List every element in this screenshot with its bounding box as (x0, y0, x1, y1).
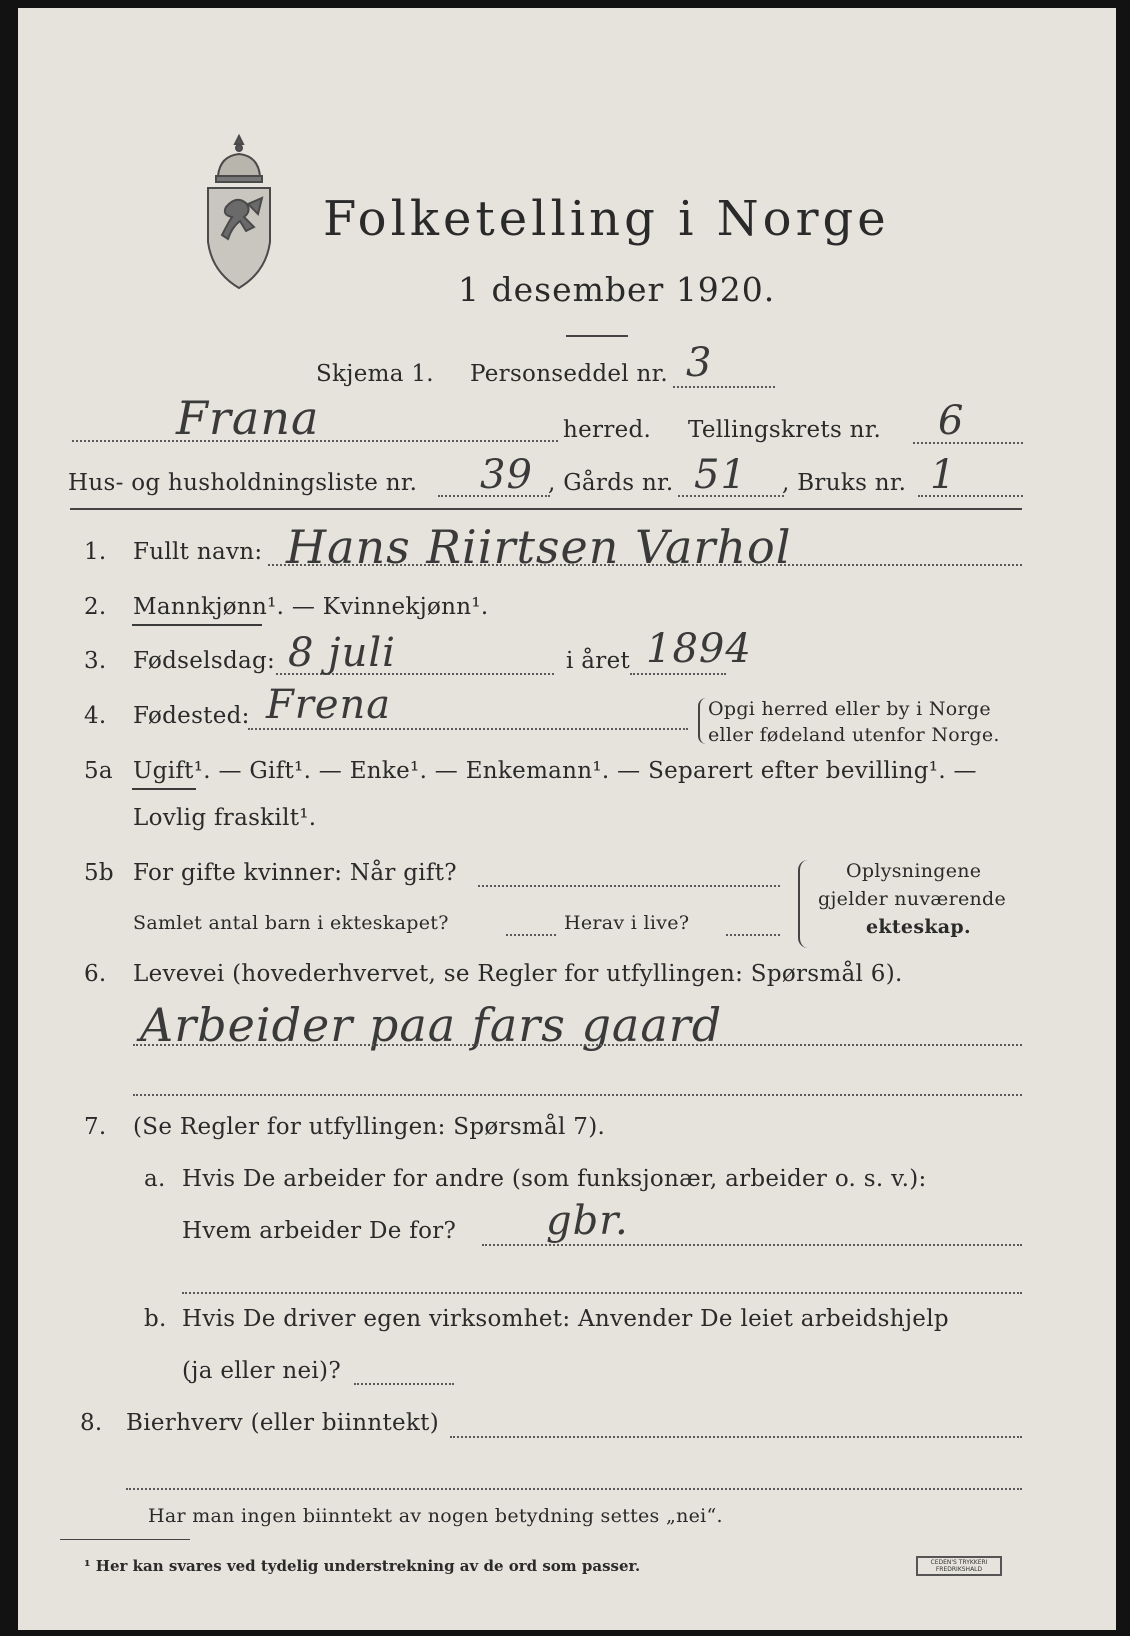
q5b-note-brace (798, 860, 808, 948)
q6-label: Levevei (hovederhvervet, se Regler for utfyllingen: Spørsmål 6). (133, 961, 903, 987)
q8-number: 8. (80, 1410, 103, 1436)
q7-number: 7. (84, 1114, 107, 1140)
q7b-line2: (ja eller nei)? (182, 1358, 341, 1384)
q5b-when-line (478, 885, 780, 887)
q3-year-line (630, 673, 726, 675)
q7a-line2: Hvem arbeider De for? (182, 1218, 457, 1244)
q7b-letter: b. (144, 1306, 167, 1332)
q5a-line2: Lovlig fraskilt¹. (133, 805, 317, 831)
q4-label: Fødested: (133, 703, 250, 729)
bruks-label: , Bruks nr. (782, 470, 907, 496)
q3-value: 8 juli (288, 630, 396, 676)
q3-label: Fødselsdag: (133, 648, 276, 674)
q2-number: 2. (84, 594, 107, 620)
title-divider (566, 335, 628, 337)
personseddel-value: 3 (686, 340, 713, 386)
personseddel-line (673, 386, 775, 388)
q7a-value: gbr. (546, 1198, 629, 1244)
hus-value: 39 (480, 452, 533, 498)
q4-note-brace (698, 698, 706, 744)
q5b-number: 5b (84, 860, 114, 886)
q2-mannkjonn-underline (132, 624, 262, 626)
q5a-number: 5a (84, 758, 113, 784)
hus-label: Hus- og husholdningsliste nr. (68, 470, 418, 496)
herred-line (72, 440, 558, 442)
q7b-line (354, 1383, 454, 1385)
q1-value: Hans Riirtsen Varhol (286, 520, 792, 574)
q6-value: Arbeider paa fars gaard (140, 998, 723, 1052)
q8-note: Har man ingen biinntekt av nogen betydning settes „nei“. (148, 1505, 723, 1527)
q5b-note-line1: Oplysningene (846, 860, 982, 882)
q6-line1 (133, 1044, 1022, 1046)
q1-label: Fullt navn: (133, 539, 263, 565)
q4-value: Frena (266, 682, 392, 728)
q5a-ugift-underline (132, 788, 196, 790)
q7a-line2-extra (182, 1292, 1022, 1294)
q5b-line1: For gifte kvinner: Når gift? (133, 860, 457, 886)
q8-label: Bierhverv (eller biinntekt) (126, 1410, 439, 1436)
q7-label: (Se Regler for utfyllingen: Spørsmål 7). (133, 1114, 606, 1140)
q5b-children-line (506, 934, 556, 936)
herred-value: Frana (176, 391, 320, 445)
skjema-label: Skjema 1. (316, 361, 434, 387)
tellingskrets-value: 6 (938, 398, 965, 444)
q6-number: 6. (84, 961, 107, 987)
census-date: 1 desember 1920. (458, 270, 776, 309)
herred-label: herred. (563, 417, 652, 443)
gards-value: 51 (694, 452, 747, 498)
q7a-line (482, 1244, 1022, 1246)
header-divider (70, 508, 1022, 510)
tellingskrets-line (913, 442, 1023, 444)
q4-note-line1: Opgi herred eller by i Norge (708, 698, 991, 720)
q1-number: 1. (84, 539, 107, 565)
q5a-line1: Ugift¹. — Gift¹. — Enke¹. — Enkemann¹. — Separert efter bevilling¹. — (133, 758, 977, 784)
q5b-line2b: Herav i live? (564, 912, 690, 934)
bruks-value: 1 (930, 452, 957, 498)
q5b-note-line2: gjelder nuværende (818, 888, 1007, 910)
q5b-note-line3: ekteskap. (866, 916, 971, 938)
form-title: Folketelling i Norge (323, 191, 890, 247)
q7a-letter: a. (144, 1166, 166, 1192)
q4-line (248, 728, 688, 730)
gards-label: , Gårds nr. (548, 470, 674, 496)
q7b-line1: Hvis De driver egen virksomhet: Anvender De leiet arbeidshjelp (182, 1306, 949, 1332)
q2-label: Mannkjønn¹. — Kvinnekjønn¹. (133, 594, 489, 620)
q5b-alive-line (726, 934, 780, 936)
tellingskrets-label: Tellingskrets nr. (688, 417, 882, 443)
q4-note-line2: eller fødeland utenfor Norge. (708, 724, 1000, 746)
q7a-line1: Hvis De arbeider for andre (som funksjonær, arbeider o. s. v.): (182, 1166, 927, 1192)
q3-number: 3. (84, 648, 107, 674)
footnote-divider (60, 1539, 190, 1540)
footnote: ¹ Her kan svares ved tydelig understrekning av de ord som passer. (84, 1557, 641, 1575)
q3-year-value: 1894 (646, 626, 752, 672)
q3-year-label: i året (566, 648, 631, 674)
census-form (18, 8, 1116, 1630)
printer-stamp: CEDEN'S TRYKKERI FREDRIKSHALD (916, 1556, 1002, 1576)
q8-line (450, 1436, 1022, 1438)
personseddel-label: Personseddel nr. (470, 361, 669, 387)
q8-line2 (126, 1488, 1022, 1490)
q5b-line2a: Samlet antal barn i ekteskapet? (133, 912, 449, 934)
q6-line2 (133, 1094, 1022, 1096)
q4-number: 4. (84, 703, 107, 729)
coat-of-arms-icon (200, 132, 278, 292)
